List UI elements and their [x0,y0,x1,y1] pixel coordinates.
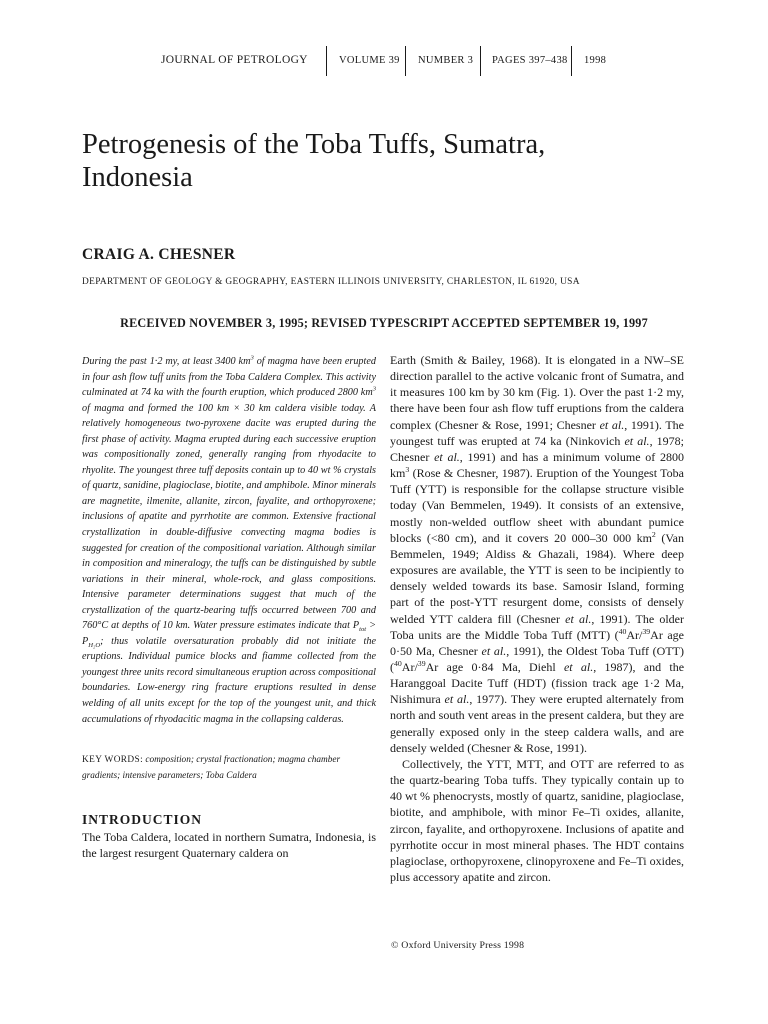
introduction-paragraph: Earth (Smith & Bailey, 1968). It is elongated in a NW–SE direction parallel to the active volcanic front of Sumatra, and it measures 100 km by 30 km (Fig. 1). Over the past 1·2 my, there have been four ash flow tuff eruptions from the caldera complex (Chesner & Rose, 1991; Chesner et al., 1991). The youngest tuff was erupted at 74 ka (Ninkovich et al., 1978; Chesner et al., 1991) and has a minimum volume of 2800 $km^3$ (Rose & Chesner, 1987). Eruption of the Youngest Toba Tuff (YTT) is responsible for the collapse structure visible today (Van Bemmelen, 1949). It consists of an extensive, mostly non-welded outflow sheet with abundant pumice blocks (<80 cm), and it covers 20 000–30 000 $km^2$ (Van Bemmelen, 1949; Aldiss & Ghazali, 1984). Where deep exposures are available, the YTT is seen to be incipiently to densely welded towards its base. Samosir Island, forming part of the post-YTT resurgent dome, consists of densely welded YTT caldera fill (Chesner et al., 1991). The older Toba units are the Middle Toba Tuff (MTT) ($^{40}$Ar/$^{39}$Ar age 0·50 Ma, Chesner et al., 1991), the Oldest Toba Tuff (OTT) ($^{40}$Ar/$^{39}$Ar age 0·84 Ma, Diehl et al., 1987), and the Haranggoal Dacite Tuff (HDT) (fission track age 1·2 Ma, Nishimura et al., 1977). They were erupted alternately from north and south vent areas in the present caldera, but they are generally exposed only in the steep caldera walls, and are densely welded (Chesner & Rose, 1991). [390,353,685,755]
header-divider [326,46,327,76]
keywords-label: KEY WORDS: [82,755,144,765]
received-dates: RECEIVED NOVEMBER 3, 1995; REVISED TYPESCRIPT ACCEPTED SEPTEMBER 19, 1997 [120,316,648,330]
introduction-text-right [390,352,684,885]
issue-number: NUMBER 3 [418,55,474,66]
section-heading-introduction: INTRODUCTION [82,812,203,827]
author-affiliation: DEPARTMENT OF GEOLOGY & GEOGRAPHY, EASTERN ILLINOIS UNIVERSITY, CHARLESTON, IL 61920, USA [82,277,580,287]
author-name: CRAIG A. CHESNER [82,246,236,263]
keywords [82,753,376,784]
keywords-list: composition; crystal fractionation; magma chamber gradients; intensive parameters; Toba Caldera [82,755,341,781]
copyright-notice: © Oxford University Press 1998 [391,940,525,951]
introduction-paragraph: Collectively, the YTT, MTT, and OTT are referred to as the quartz-bearing Toba tuffs. They typically contain up to 40 wt % phenocrysts, mostly of quartz, sanidine, plagioclase, biotite, and amphibole, with minor Fe–Ti oxides, allanite, zircon, fayalite, and orthopyroxene. Inclusions of apatite and pyrrhotite occur in most mineral phases. The HDT contains plagioclase, orthopyroxene, clinopyroxene and Fe–Ti oxides, plus accessory apatite and zircon. [390,756,684,884]
publication-year: 1998 [584,55,607,66]
header-divider [571,46,572,76]
journal-name: JOURNAL OF PETROLOGY [161,54,308,66]
journal-header [0,46,768,76]
header-divider [480,46,481,76]
header-divider [405,46,406,76]
page-range: PAGES 397–438 [492,55,568,66]
article-title: Petrogenesis of the Toba Tuffs, Sumatra, Indonesia [82,129,546,193]
abstract: During the past 1·2 my, at least 3400 $km^3$ of magma have been erupted in four ash flow tuff units from the Toba Caldera Complex. This activity culminated at 74 ka with the fourth eruption, which produced 2800 $km^3$ of magma and formed the 100 km × 30 km caldera visible today. A relatively homogeneous two-pyroxene dacite was erupted during the first phase of activity. Magma erupted during each successive eruption was compositionally zoned, generally ranging from rhyodacite to rhyolite. The youngest three tuff deposits contain up to 40 wt % crystals of quartz, sanidine, plagioclase, biotite, and amphibole. Minor minerals are magnetite, ilmenite, allanite, zircon, fayalite, and orthopyroxene; inclusions of apatite and pyrrhotite are common. Extensive fractional crystallization in double-diffusive convecting magma bodies is suggested for creation of the compositional variation. Although similar in composition and mineralogy, the tuffs can be distinguished by subtle variations in their mineral, whole-rock, and glass compositions. Intensive parameter determinations suggest that much of the crystallization of the quartz-bearing tuffs occurred between 700 and 760°C at depths of 10 km. Water pressure estimates indicate that $P_{tot} > P_{H_2O}$; thus volatile oversaturation probably did not initiate the eruptions. Individual pumice blocks and fiamme collected from the youngest three units record simultaneous eruption across compositional boundaries. Low-energy ring fracture eruptions resulted in dense welding of all units except for the top of the youngest unit, and thick accumulations of rhyodacitic magma in the collapsing calderas. [82,354,377,725]
introduction-text-left: The Toba Caldera, located in northern Sumatra, Indonesia, is the largest resurgent Quaternary caldera on [82,830,376,861]
volume-label: VOLUME 39 [339,55,400,66]
